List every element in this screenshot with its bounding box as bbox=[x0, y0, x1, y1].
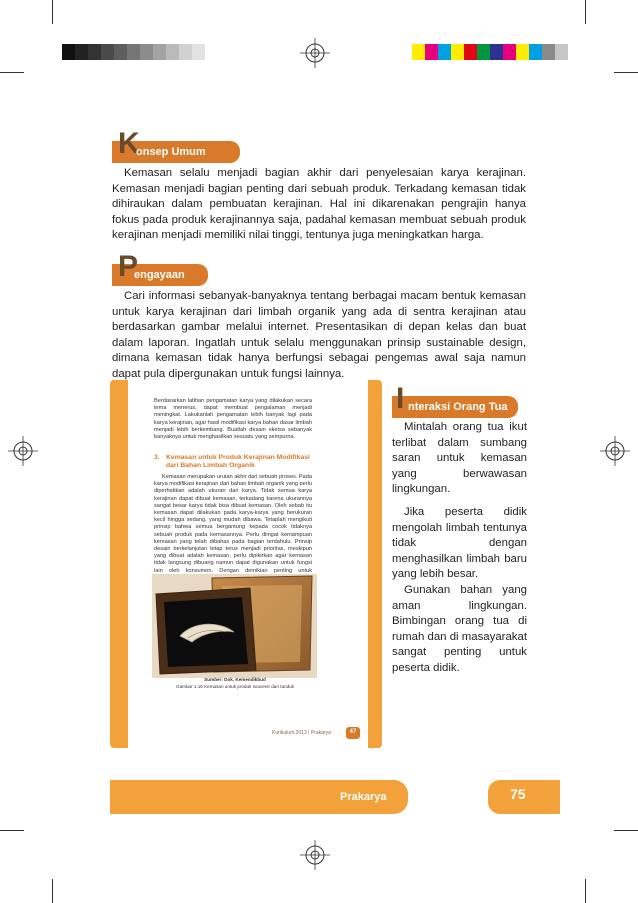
konsep-text: Kemasan selalu menjadi bagian akhir dari penyelesaian karya kerajinan. Kemasan menjadi bagian penting dari sebuah produk. Terkadang kemasan tidak dihiraukan dalam pembuatan kerajinan. Hal ini dikarenakan pengrajin hanya fokus pada produk kerajinannya saja, padahal kemasan membuat sebuah produk kerajinan menjadi memiliki nilai tinggi, tentunya juga meningkatkan harga. bbox=[112, 167, 526, 242]
interaksi-p1: Mintalah orang tua ikut terlibat dalam sumbang saran untuk kemasan yang berwawasan lingkungan. bbox=[392, 421, 527, 496]
pengayaan-initial: P bbox=[118, 250, 139, 283]
gray-swatch bbox=[179, 44, 192, 60]
crop-mark bbox=[52, 879, 53, 903]
gray-swatch bbox=[192, 44, 205, 60]
color-swatch bbox=[542, 44, 555, 60]
photo-caption: Gambar 1.15 Kemasan untuk produk souvenir dari tanduk bbox=[176, 684, 294, 689]
product-photo bbox=[152, 574, 317, 678]
inset-heading: Kemasan untuk Produk Kerajinan Modifikasi dari Bahan Limbah Organik bbox=[166, 454, 310, 469]
gray-swatch bbox=[62, 44, 75, 60]
color-swatch bbox=[438, 44, 451, 60]
color-swatch bbox=[555, 44, 568, 60]
gray-swatch bbox=[166, 44, 179, 60]
gray-swatch bbox=[127, 44, 140, 60]
interaksi-title: nteraksi Orang Tua bbox=[408, 401, 508, 413]
gray-swatch bbox=[75, 44, 88, 60]
gray-swatch bbox=[153, 44, 166, 60]
grayscale-bar bbox=[62, 44, 205, 60]
color-swatch bbox=[503, 44, 516, 60]
pengayaan-title: engayaan bbox=[134, 269, 185, 281]
registration-mark-icon bbox=[8, 436, 38, 466]
color-swatch bbox=[490, 44, 503, 60]
color-swatch bbox=[464, 44, 477, 60]
gray-swatch bbox=[88, 44, 101, 60]
konsep-paragraph bbox=[112, 166, 526, 244]
color-swatch bbox=[451, 44, 464, 60]
crop-mark bbox=[585, 879, 586, 903]
color-swatch bbox=[529, 44, 542, 60]
interaksi-initial: I bbox=[396, 382, 405, 415]
konsep-title: onsep Umum bbox=[136, 146, 206, 158]
color-swatch bbox=[516, 44, 529, 60]
pengayaan-paragraph bbox=[112, 289, 526, 383]
inset-footer-curriculum: Kurikulum 2013 bbox=[272, 730, 307, 736]
inset-paragraph-1: Berdasarkan latihan pengamatan karya yang dilakukan secara tema menerus, dapat membuat pengalaman menjadi meningkat. Lakukanlah pengamatan lebih banyak lagi pada karya kerajinan, agar hasil modifikasi karya bahan dasar limbah menjadi lebih berkembang. Buatlah desain sketsa sebanyak banyaknya untuk menghasilkan sesuatu yang sempurna. bbox=[154, 398, 312, 441]
inset-heading-number: 3. bbox=[154, 454, 160, 461]
color-swatch bbox=[412, 44, 425, 60]
color-swatch bbox=[425, 44, 438, 60]
pengayaan-text: Cari informasi sebanyak-banyaknya tentang berbagai macam bentuk kemasan untuk karya kerajinan dari limbah organik yang ada di sentra kerajinan atau berdasarkan gambar melalui internet. Presentasikan di depan kelas dan buat dalam laporan. Ingatlah untuk selalu menggunakan prinsip sustainable design, dimana kemasan tidak hanya berfungsi sebagai pengemas awal saja namun dapat pula dipergunakan untuk fungsi lainnya. bbox=[112, 290, 526, 380]
registration-mark-icon bbox=[600, 436, 630, 466]
crop-mark bbox=[585, 0, 586, 24]
interaksi-p3: Gunakan bahan yang aman lingkungan. Bimbingan orang tua di rumah dan di masayarakat sangat penting untuk peserta didik. bbox=[392, 583, 527, 674]
crop-mark bbox=[0, 72, 24, 73]
konsep-initial: K bbox=[118, 127, 140, 160]
interaksi-p2: Jika peserta didik mengolah limbah tentunya tidak dengan menghasilkan limbah baru yang lebih besar. bbox=[392, 505, 527, 581]
crop-mark bbox=[614, 72, 638, 73]
interaksi-text bbox=[392, 420, 527, 684]
color-calibration-bar bbox=[412, 44, 568, 60]
inset-page-number: 47 bbox=[349, 729, 357, 735]
gray-swatch bbox=[114, 44, 127, 60]
crop-mark bbox=[614, 830, 638, 831]
footer-subject: Prakarya bbox=[340, 791, 387, 803]
crop-mark bbox=[52, 0, 53, 24]
inset-footer-subject: Prakarya bbox=[310, 730, 331, 736]
gray-swatch bbox=[140, 44, 153, 60]
gray-swatch bbox=[101, 44, 114, 60]
photo-source: Sumber: Dok. Kemendikbud bbox=[204, 677, 266, 682]
inset-footer-divider: | bbox=[308, 730, 311, 736]
inset-footer bbox=[272, 730, 331, 736]
inset-paragraph-2: Kemasan merupakan urutan akhir dari sebuah proses. Pada karya modifikasi kerajinan dari bahan limbah organik yang perlu diperhatikan adalah ukuran dari karya. Tidak semua karya kerajinan dapat dibuat kemasan, terkadang karena ukurannya sangat besar karya tidak bisa dibuat kemasan. Oleh sebab itu kemasan dapat dilakukan pada karya-karya yang berukuran kecil hingga sedang, yang mudah dibawa. Tetaplah mengikuti prinsip bahwa semua bergantung kepada cocok tidaknya sebuah produk pada kemasannya. Perlu diingat kemampuan kemasan yang telah dibahas pada bagian terdahulu. Prinsip desain berkelanjutan tetap terus menjadi prioritas, meskipun yang dibuat adalah kemasan, perlu dipikirkan agar kemasan tidak langsung dibuang namun dapat digunakan untuk fungsi lain oleh konsumen. Dengan demikian penting untuk bbox=[154, 474, 312, 574]
registration-mark-icon bbox=[300, 38, 330, 68]
color-swatch bbox=[477, 44, 490, 60]
page-number: 75 bbox=[510, 786, 526, 802]
crop-mark bbox=[0, 830, 24, 831]
registration-mark-icon bbox=[300, 840, 330, 870]
